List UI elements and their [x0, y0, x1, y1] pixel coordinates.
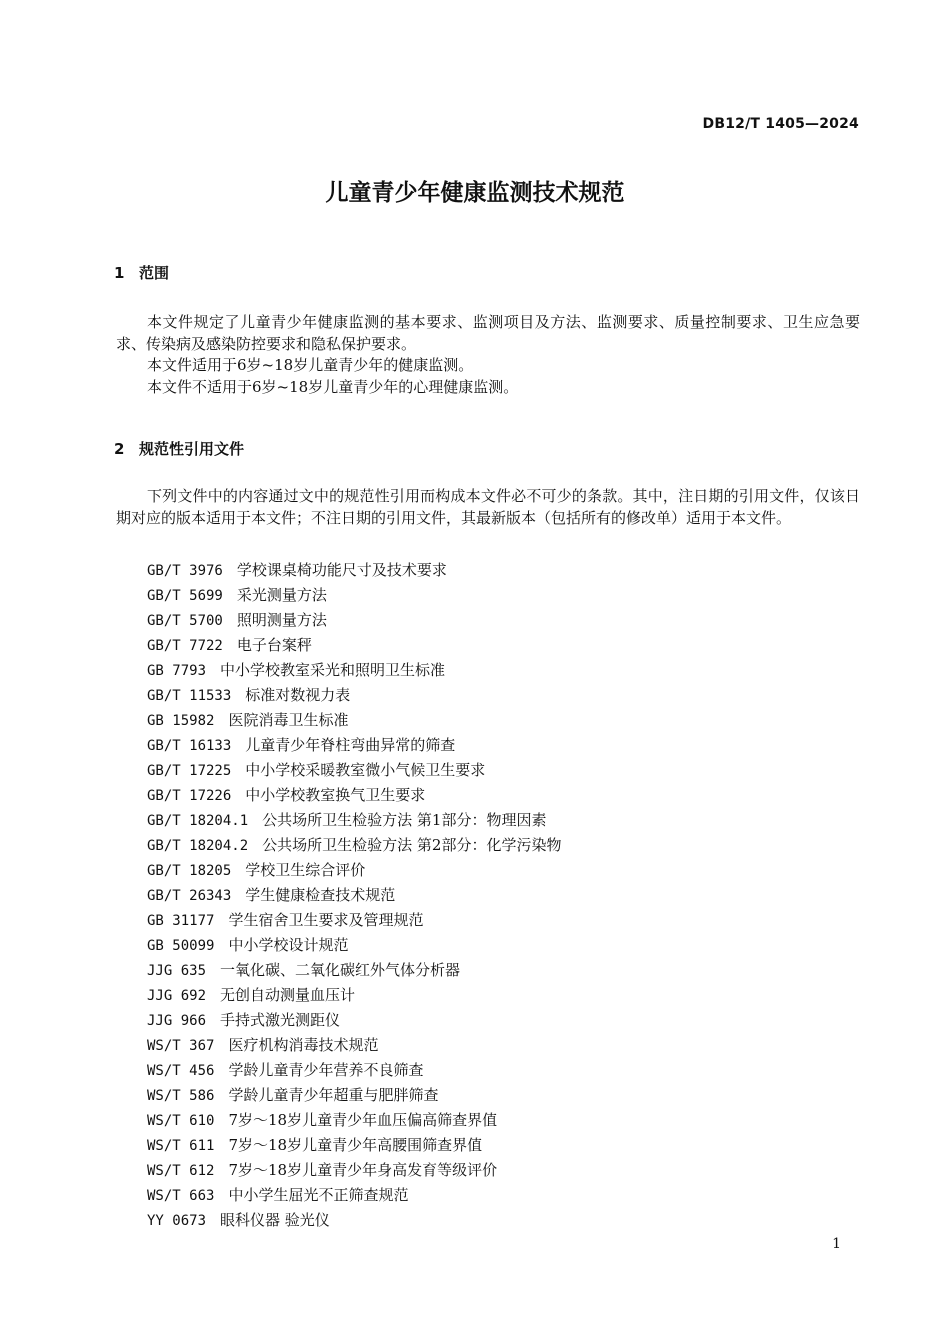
- reference-item: [147, 835, 561, 860]
- reference-item: [147, 985, 561, 1010]
- reference-title: 标准对数视力表: [245, 686, 351, 704]
- reference-title: 一氧化碳、二氧化碳红外气体分析器: [220, 961, 461, 979]
- reference-title: 中小学校教室采光和照明卫生标准: [220, 661, 446, 679]
- reference-item: [147, 885, 561, 910]
- reference-code: GB 7793: [147, 663, 207, 679]
- reference-code: WS/T 367: [147, 1038, 215, 1054]
- reference-code: GB/T 17226: [147, 788, 232, 804]
- section-2-body: [116, 486, 860, 529]
- reference-code: GB/T 18205: [147, 863, 232, 879]
- reference-title: 中小学生屈光不正筛查规范: [228, 1186, 409, 1204]
- reference-title: 中小学校采暖教室微小气候卫生要求: [245, 761, 486, 779]
- reference-code: GB/T 5699: [147, 588, 223, 604]
- reference-code: YY 0673: [147, 1213, 207, 1229]
- reference-title: 手持式激光测距仪: [220, 1011, 341, 1029]
- section-2-number: 2: [114, 440, 125, 458]
- reference-title: 眼科仪器 验光仪: [220, 1211, 330, 1229]
- reference-code: JJG 966: [147, 1013, 207, 1029]
- reference-code: GB/T 26343: [147, 888, 232, 904]
- reference-item: [147, 685, 561, 710]
- normative-references-intro: 下列文件中的内容通过文中的规范性引用而构成本文件必不可少的条款。其中，注日期的引用文件，仅该日期对应的版本适用于本文件；不注日期的引用文件，其最新版本（包括所有的修改单）适用于本文件。: [116, 487, 860, 527]
- reference-item: [147, 1210, 561, 1235]
- document-title: 儿童青少年健康监测技术规范: [325, 180, 625, 206]
- section-2-heading: [114, 438, 244, 459]
- section-1-number: 1: [114, 264, 125, 282]
- reference-title: 照明测量方法: [236, 611, 327, 629]
- reference-title: 医疗机构消毒技术规范: [228, 1036, 379, 1054]
- reference-code: GB/T 18204.1: [147, 813, 249, 829]
- reference-item: [147, 560, 561, 585]
- reference-item: [147, 1060, 561, 1085]
- reference-item: [147, 735, 561, 760]
- reference-code: GB 15982: [147, 713, 215, 729]
- section-1-heading: [114, 262, 169, 283]
- reference-title: 学龄儿童青少年超重与肥胖筛查: [228, 1086, 439, 1104]
- reference-item: [147, 1135, 561, 1160]
- section-1-body: [116, 312, 860, 398]
- reference-item: [147, 860, 561, 885]
- reference-list: [147, 560, 561, 1235]
- reference-code: WS/T 663: [147, 1188, 215, 1204]
- scope-paragraph-3: 本文件不适用于6岁~18岁儿童青少年的心理健康监测。: [147, 377, 519, 396]
- reference-code: WS/T 612: [147, 1163, 215, 1179]
- reference-title: 电子台案秤: [236, 636, 312, 654]
- reference-code: GB/T 3976: [147, 563, 223, 579]
- reference-item: [147, 1085, 561, 1110]
- reference-code: WS/T 586: [147, 1088, 215, 1104]
- reference-item: [147, 1010, 561, 1035]
- reference-code: GB/T 11533: [147, 688, 232, 704]
- scope-paragraph-1: 本文件规定了儿童青少年健康监测的基本要求、监测项目及方法、监测要求、质量控制要求、卫生应急要求、传染病及感染防控要求和隐私保护要求。: [116, 313, 860, 353]
- reference-item: [147, 710, 561, 735]
- reference-item: [147, 810, 561, 835]
- reference-title: 儿童青少年脊柱弯曲异常的筛查: [245, 736, 456, 754]
- reference-title: 中小学校设计规范: [228, 936, 349, 954]
- reference-title: 7岁～18岁儿童青少年高腰围筛查界值: [228, 1136, 483, 1154]
- reference-item: [147, 1160, 561, 1185]
- reference-code: GB/T 7722: [147, 638, 223, 654]
- section-2-title: 规范性引用文件: [139, 440, 245, 458]
- reference-item: [147, 910, 561, 935]
- reference-title: 医院消毒卫生标准: [228, 711, 349, 729]
- reference-title: 7岁～18岁儿童青少年血压偏高筛查界值: [228, 1111, 498, 1129]
- reference-title: 学生健康检查技术规范: [245, 886, 396, 904]
- reference-title: 学生宿舍卫生要求及管理规范: [228, 911, 424, 929]
- reference-item: [147, 1185, 561, 1210]
- reference-title: 中小学校教室换气卫生要求: [245, 786, 426, 804]
- reference-item: [147, 785, 561, 810]
- reference-code: GB/T 5700: [147, 613, 223, 629]
- reference-code: WS/T 610: [147, 1113, 215, 1129]
- reference-code: JJG 635: [147, 963, 207, 979]
- reference-item: [147, 935, 561, 960]
- reference-title: 公共场所卫生检验方法 第1部分：物理因素: [262, 811, 547, 829]
- reference-code: GB/T 18204.2: [147, 838, 249, 854]
- reference-item: [147, 610, 561, 635]
- reference-title: 学校课桌椅功能尺寸及技术要求: [236, 561, 447, 579]
- reference-title: 学校卫生综合评价: [245, 861, 366, 879]
- standard-code-header: DB12/T 1405—2024: [702, 116, 859, 132]
- reference-item: [147, 635, 561, 660]
- reference-code: GB/T 16133: [147, 738, 232, 754]
- page-number: 1: [832, 1236, 841, 1252]
- reference-item: [147, 960, 561, 985]
- reference-code: GB/T 17225: [147, 763, 232, 779]
- reference-title: 无创自动测量血压计: [220, 986, 356, 1004]
- reference-title: 公共场所卫生检验方法 第2部分：化学污染物: [262, 836, 562, 854]
- reference-title: 采光测量方法: [236, 586, 327, 604]
- reference-item: [147, 1110, 561, 1135]
- reference-item: [147, 660, 561, 685]
- section-1-title: 范围: [139, 264, 170, 282]
- reference-item: [147, 585, 561, 610]
- reference-code: JJG 692: [147, 988, 207, 1004]
- reference-item: [147, 760, 561, 785]
- reference-title: 学龄儿童青少年营养不良筛查: [228, 1061, 424, 1079]
- reference-item: [147, 1035, 561, 1060]
- reference-code: WS/T 456: [147, 1063, 215, 1079]
- reference-code: GB 50099: [147, 938, 215, 954]
- reference-title: 7岁～18岁儿童青少年身高发育等级评价: [228, 1161, 498, 1179]
- scope-paragraph-2: 本文件适用于6岁~18岁儿童青少年的健康监测。: [147, 356, 474, 374]
- reference-code: WS/T 611: [147, 1138, 215, 1154]
- reference-code: GB 31177: [147, 913, 215, 929]
